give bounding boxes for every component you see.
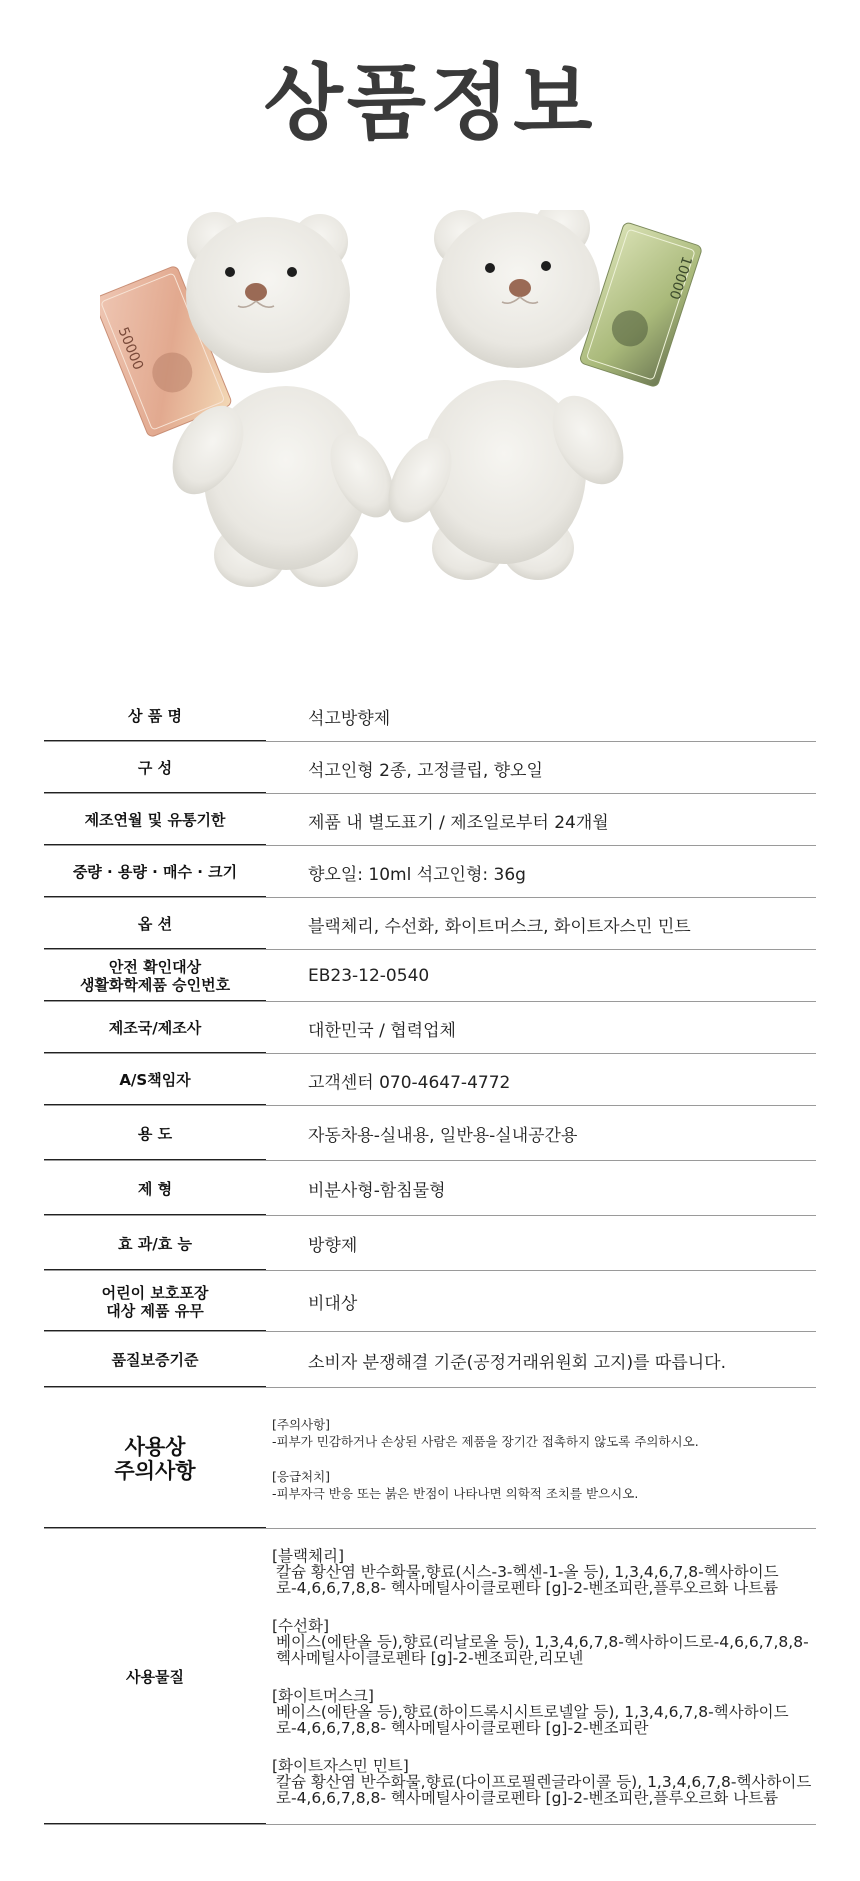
table-row-child-packaging [44,1271,816,1332]
row-label: 중량 · 용량 · 매수 · 크기 [72,863,238,881]
row-value: 방향제 [308,1236,358,1256]
right-bear [375,210,702,580]
material-item [272,1548,816,1596]
row-label: 제조연월 및 유통기한 [84,811,226,829]
row-label: 용 도 [137,1124,173,1143]
table-row-manufacture-date [44,794,816,846]
row-label: 효 과/효 능 [118,1234,192,1253]
svg-text:10000: 10000 [665,254,695,302]
table-row-weight-volume [44,846,816,898]
row-value: 블랙체리, 수선화, 화이트머스크, 화이트자스민 민트 [308,916,691,937]
caution-title: [주의사항] [272,1416,331,1432]
row-label: 제조국/제조사 [108,1019,202,1037]
emergency-block [272,1468,816,1502]
table-row-effect [44,1216,816,1271]
row-label: 상 품 명 [128,707,182,725]
row-value: 제품 내 별도표기 / 제조일로부터 24개월 [308,812,609,833]
material-title: [수선화] [272,1617,330,1635]
row-value: 석고방향제 [308,708,391,729]
product-info-table [44,690,816,1825]
material-item [272,1618,816,1666]
material-text: 칼슘 황산염 반수화물,향료(다이프로필렌글라이콜 등), 1,3,4,6,7,8-헥사하이드로-4,6,6,7,8,8- 헥사메틸사이클로펜타 [g]-2-벤조피란,플루오르화 나트륨 [276,1773,812,1807]
product-image [100,210,760,600]
material-item [272,1688,816,1736]
material-text: 베이스(에탄올 등),향료(하이드록시시트로넬알 등), 1,3,4,6,7,8-헥사하이드로-4,6,6,7,8,8- 헥사메틸사이클로펜타 [g]-2-벤조피란 [276,1703,789,1737]
row-value: 석고인형 2종, 고정클립, 향오일 [308,760,543,781]
table-row-precautions [44,1388,816,1529]
table-row-usage [44,1106,816,1161]
material-text: 베이스(에탄올 등),향료(리날로올 등), 1,3,4,6,7,8-헥사하이드로-4,6,6,7,8,8- 헥사메틸사이클로펜타 [g]-2-벤조피란,리모넨 [276,1633,809,1667]
row-label: 구 성 [137,759,173,777]
row-label-line1: 어린이 보호포장 [101,1283,209,1302]
banknote-stack-10000 [579,222,703,388]
row-label: 옵 션 [137,915,173,933]
material-item [272,1758,816,1806]
table-row-materials [44,1529,816,1825]
table-row-options [44,898,816,950]
table-row-manufacturer [44,1002,816,1054]
page-title: 상품정보 [263,56,597,151]
row-label-line1: 안전 확인대상 [108,958,202,976]
material-title: [블랙체리] [272,1547,344,1565]
table-row-form [44,1161,816,1216]
table-row-composition [44,742,816,794]
row-value: 향오일: 10ml 석고인형: 36g [308,864,526,885]
table-row-product-name [44,690,816,742]
emergency-text: -피부자극 반응 또는 붉은 반점이 나타나면 의학적 조치를 받으시오. [272,1485,639,1501]
row-label: 제 형 [137,1179,173,1198]
precautions-text [266,1416,816,1502]
row-value: 대한민국 / 협력업체 [308,1020,456,1041]
emergency-title: [응급처치] [272,1468,331,1484]
row-value: 고객센터 070-4647-4772 [308,1072,511,1093]
row-label [44,1284,266,1320]
table-row-as-contact [44,1054,816,1106]
row-value: 소비자 분쟁해결 기준(공정거래위원회 고지)를 따릅니다. [308,1352,726,1373]
row-label: A/S책임자 [119,1071,191,1089]
caution-block [272,1416,816,1450]
row-value: 비분사형-함침물형 [308,1181,446,1201]
material-title: [화이트자스민 민트] [272,1757,409,1775]
material-text: 칼슘 황산염 반수화물,향료(시스-3-헥센-1-올 등), 1,3,4,6,7,8-헥사하이드로-4,6,6,7,8,8- 헥사메틸사이클로펜타 [g]-2-벤조피란,플루오르화 나트륨 [276,1563,779,1597]
teddy-bears-illustration [100,210,760,600]
material-title: [화이트머스크] [272,1687,374,1705]
caution-text: -피부가 민감하거나 손상된 사람은 제품을 장기간 접촉하지 않도록 주의하시오. [272,1433,699,1449]
table-row-safety-approval [44,950,816,1002]
row-label-line1: 사용상 [124,1434,186,1459]
svg-text:50000: 50000 [114,325,147,373]
row-label [44,958,266,994]
row-label: 사용물질 [126,1668,184,1686]
row-label-line2: 생활화학제품 승인번호 [79,976,231,994]
row-label-line2: 대상 제품 유무 [106,1301,204,1320]
table-row-quality-warranty [44,1332,816,1388]
left-bear [100,212,407,587]
row-label [44,1435,266,1483]
row-label: 품질보증기준 [111,1351,199,1369]
row-label-line2: 주의사항 [114,1458,196,1483]
row-value: EB23-12-0540 [308,966,430,986]
materials-text [266,1548,816,1806]
row-value: 비대상 [308,1294,358,1314]
row-value: 자동차용-실내용, 일반용-실내공간용 [308,1126,578,1146]
